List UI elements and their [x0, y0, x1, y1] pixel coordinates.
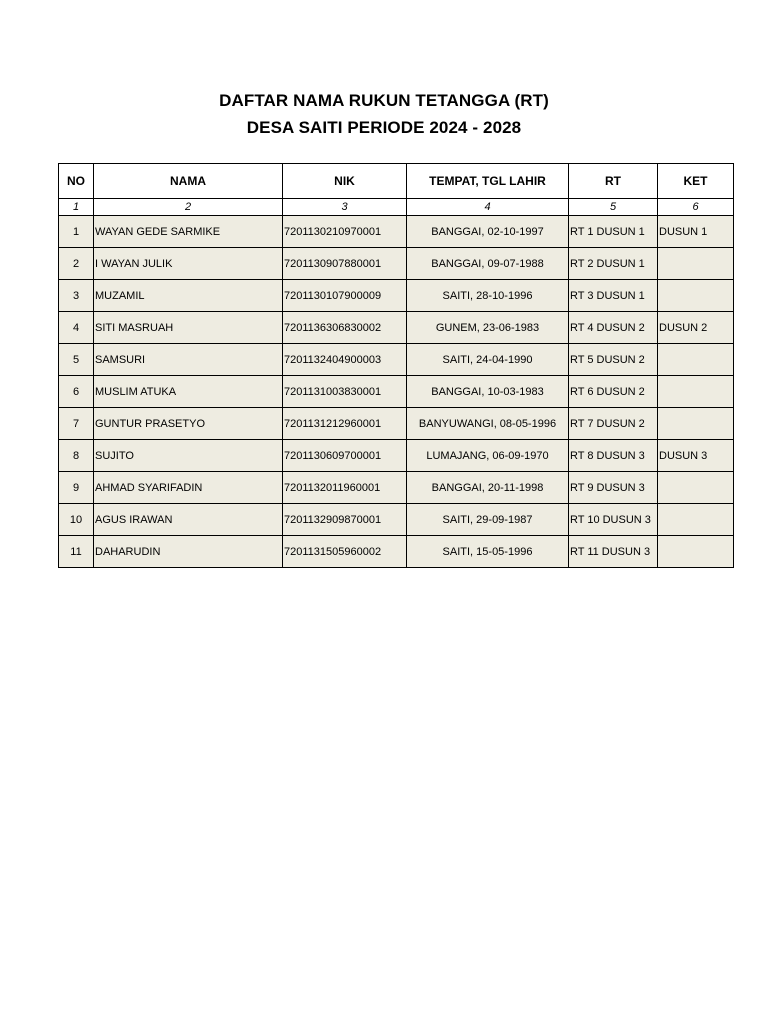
table-row	[59, 536, 734, 568]
header-tempat-tgl-lahir: TEMPAT, TGL LAHIR	[407, 164, 569, 199]
cell-nik: 7201132011960001	[283, 472, 407, 504]
cell-tempat-tgl-lahir: BANGGAI, 20-11-1998	[407, 472, 569, 504]
cell-ket	[658, 280, 734, 312]
column-number: 3	[283, 199, 407, 216]
cell-tempat-tgl-lahir: SAITI, 28-10-1996	[407, 280, 569, 312]
document-title: DAFTAR NAMA RUKUN TETANGGA (RT)	[219, 91, 549, 110]
cell-nik: 7201130107900009	[283, 280, 407, 312]
cell-nik: 7201136306830002	[283, 312, 407, 344]
table-body	[59, 216, 734, 568]
table-row	[59, 248, 734, 280]
table-header-row	[59, 164, 734, 199]
cell-ket	[658, 344, 734, 376]
cell-nama: DAHARUDIN	[94, 536, 283, 568]
cell-no: 1	[59, 216, 94, 248]
cell-ket: DUSUN 1	[658, 216, 734, 248]
header-nik: NIK	[283, 164, 407, 199]
cell-tempat-tgl-lahir: SAITI, 29-09-1987	[407, 504, 569, 536]
cell-rt: RT 3 DUSUN 1	[569, 280, 658, 312]
cell-tempat-tgl-lahir: BANGGAI, 02-10-1997	[407, 216, 569, 248]
cell-nama: SAMSURI	[94, 344, 283, 376]
cell-nik: 7201131212960001	[283, 408, 407, 440]
cell-ket	[658, 536, 734, 568]
cell-tempat-tgl-lahir: BANYUWANGI, 08-05-1996	[407, 408, 569, 440]
cell-tempat-tgl-lahir: GUNEM, 23-06-1983	[407, 312, 569, 344]
header-rt: RT	[569, 164, 658, 199]
cell-ket	[658, 472, 734, 504]
column-number: 4	[407, 199, 569, 216]
column-number: 1	[59, 199, 94, 216]
cell-rt: RT 9 DUSUN 3	[569, 472, 658, 504]
cell-nik: 7201130210970001	[283, 216, 407, 248]
table-row	[59, 408, 734, 440]
header-ket: KET	[658, 164, 734, 199]
cell-nik: 7201132909870001	[283, 504, 407, 536]
column-number: 2	[94, 199, 283, 216]
cell-rt: RT 2 DUSUN 1	[569, 248, 658, 280]
cell-tempat-tgl-lahir: SAITI, 15-05-1996	[407, 536, 569, 568]
cell-nik: 7201130907880001	[283, 248, 407, 280]
cell-no: 2	[59, 248, 94, 280]
column-number: 5	[569, 199, 658, 216]
cell-nama: SITI MASRUAH	[94, 312, 283, 344]
cell-nama: MUSLIM ATUKA	[94, 376, 283, 408]
cell-nama: MUZAMIL	[94, 280, 283, 312]
cell-ket	[658, 248, 734, 280]
cell-no: 8	[59, 440, 94, 472]
cell-no: 6	[59, 376, 94, 408]
cell-no: 5	[59, 344, 94, 376]
cell-ket	[658, 376, 734, 408]
cell-ket: DUSUN 3	[658, 440, 734, 472]
cell-tempat-tgl-lahir: LUMAJANG, 06-09-1970	[407, 440, 569, 472]
header-nama: NAMA	[94, 164, 283, 199]
cell-no: 10	[59, 504, 94, 536]
cell-tempat-tgl-lahir: BANGGAI, 10-03-1983	[407, 376, 569, 408]
cell-nama: GUNTUR PRASETYO	[94, 408, 283, 440]
table-row	[59, 440, 734, 472]
cell-tempat-tgl-lahir: SAITI, 24-04-1990	[407, 344, 569, 376]
rt-roster-table	[58, 163, 734, 568]
table-row	[59, 280, 734, 312]
cell-rt: RT 7 DUSUN 2	[569, 408, 658, 440]
header-no: NO	[59, 164, 94, 199]
cell-ket	[658, 504, 734, 536]
cell-ket	[658, 408, 734, 440]
cell-nik: 7201131003830001	[283, 376, 407, 408]
cell-ket: DUSUN 2	[658, 312, 734, 344]
cell-rt: RT 11 DUSUN 3	[569, 536, 658, 568]
table-row	[59, 504, 734, 536]
cell-no: 9	[59, 472, 94, 504]
cell-nik: 7201130609700001	[283, 440, 407, 472]
cell-no: 11	[59, 536, 94, 568]
cell-nama: AGUS IRAWAN	[94, 504, 283, 536]
cell-no: 3	[59, 280, 94, 312]
cell-rt: RT 5 DUSUN 2	[569, 344, 658, 376]
table-row	[59, 216, 734, 248]
cell-rt: RT 4 DUSUN 2	[569, 312, 658, 344]
table-row	[59, 376, 734, 408]
column-number-row	[59, 199, 734, 216]
cell-nama: SUJITO	[94, 440, 283, 472]
cell-nik: 7201132404900003	[283, 344, 407, 376]
cell-rt: RT 10 DUSUN 3	[569, 504, 658, 536]
cell-nik: 7201131505960002	[283, 536, 407, 568]
cell-tempat-tgl-lahir: BANGGAI, 09-07-1988	[407, 248, 569, 280]
column-number: 6	[658, 199, 734, 216]
cell-rt: RT 8 DUSUN 3	[569, 440, 658, 472]
cell-nama: AHMAD SYARIFADIN	[94, 472, 283, 504]
cell-nama: WAYAN GEDE SARMIKE	[94, 216, 283, 248]
cell-rt: RT 6 DUSUN 2	[569, 376, 658, 408]
cell-rt: RT 1 DUSUN 1	[569, 216, 658, 248]
document-subtitle: DESA SAITI PERIODE 2024 - 2028	[246, 118, 522, 137]
table-row	[59, 344, 734, 376]
table-row	[59, 312, 734, 344]
cell-no: 7	[59, 408, 94, 440]
table-row	[59, 472, 734, 504]
cell-no: 4	[59, 312, 94, 344]
cell-nama: I WAYAN JULIK	[94, 248, 283, 280]
